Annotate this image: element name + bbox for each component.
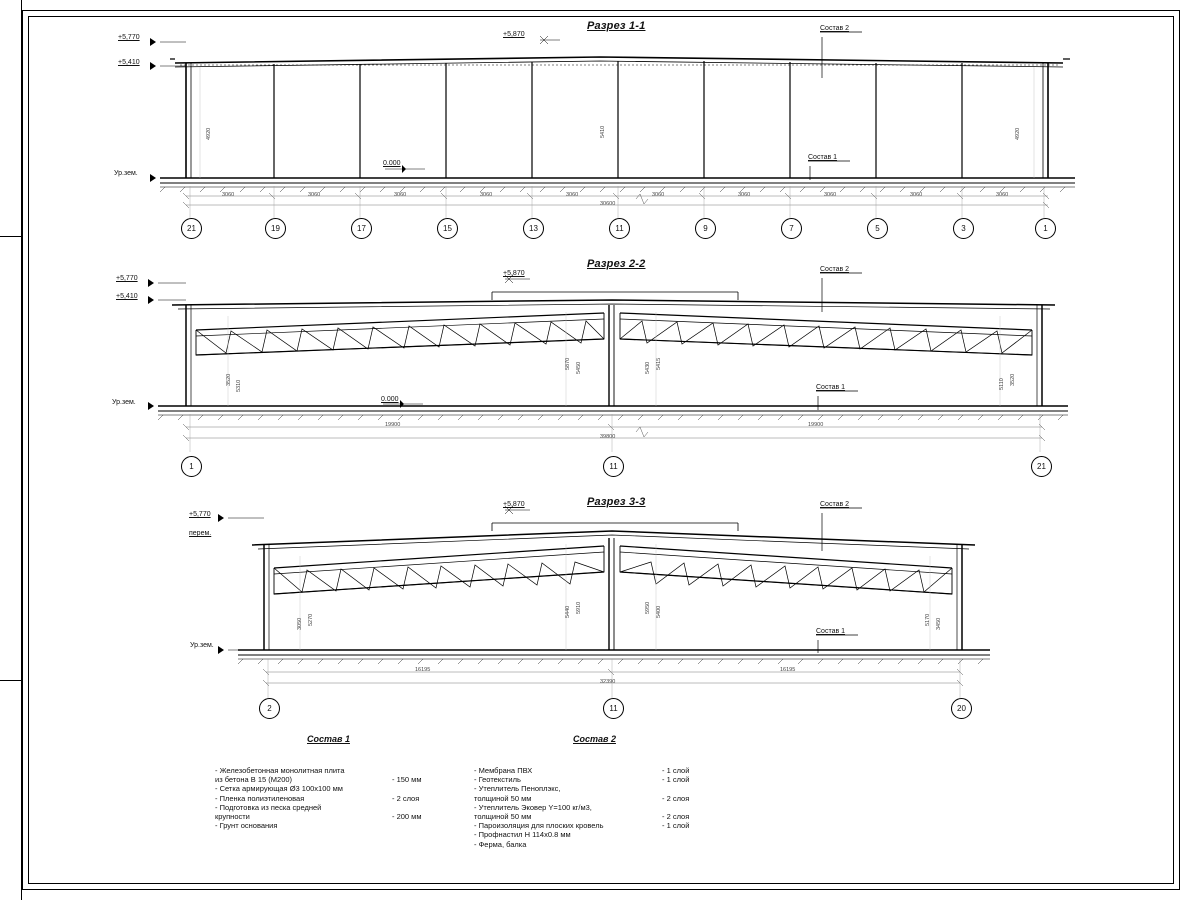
callout-2-2-sostav2: Состав 2: [820, 266, 850, 273]
height-dim-3-3-7: 3450: [936, 617, 942, 630]
span-dim-3-3-1: 16195: [780, 667, 796, 673]
legend-2-row-0: - Мембрана ПВХ: [474, 766, 533, 775]
elev-mark-2-2-a: +5,770: [116, 275, 138, 282]
height-dim-1-1-right: 4920: [1015, 127, 1021, 140]
span-dim-2-2-0: 19900: [385, 422, 401, 428]
height-dim-1-1-mid: 5410: [600, 125, 606, 138]
legend-title-1: Состав 1: [307, 734, 350, 744]
span-dim-1-1-3: 3060: [480, 192, 493, 198]
span-dim-1-1-0: 3060: [222, 192, 235, 198]
legend-1-value-0: [392, 766, 422, 775]
axis-marker-1-1-3[interactable]: 15: [437, 218, 458, 239]
elev-mark-2-2-ground: Ур.зем.: [112, 399, 136, 406]
span-dim-1-1-7: 3060: [824, 192, 837, 198]
span-dim-2-2-1: 19900: [808, 422, 824, 428]
axis-marker-3-3-2[interactable]: 20: [951, 698, 972, 719]
span-dim-1-1-1: 3060: [308, 192, 321, 198]
total-dim-2-2: 39800: [600, 434, 616, 440]
elev-mark-1-1-ground: Ур.зем.: [114, 170, 138, 177]
legend-2-rows: [474, 766, 603, 849]
height-dim-1-1-left: 4920: [206, 127, 212, 140]
legend-2-row-2: - Утеплитель Пеноплэкс,: [474, 784, 561, 794]
legend-2-value-1: - 1 слой: [662, 775, 690, 785]
height-dim-2-2-2: 5870: [565, 357, 571, 370]
height-dim-3-3-1: 5270: [308, 613, 314, 626]
legend-2-row-8: - Ферма, балка: [474, 839, 527, 849]
height-dim-2-2-7: 3520: [1010, 373, 1016, 386]
elev-mark-2-2-b: +5,410: [116, 293, 138, 300]
legend-2-row-6: - Пароизоляция для плоских кровель: [474, 821, 604, 831]
legend-2-row-3: толщиной 50 мм: [474, 793, 532, 803]
legend-1-row-6: - Грунт основания: [215, 821, 278, 831]
legend-1-value-6: [392, 821, 422, 830]
callout-1-1-sostav1: Состав 1: [808, 154, 838, 161]
legend-2-value-7: [662, 830, 689, 839]
height-dim-2-2-0: 3520: [226, 373, 232, 386]
axis-marker-1-1-6[interactable]: 9: [695, 218, 716, 239]
axis-marker-1-1-2[interactable]: 17: [351, 218, 372, 239]
span-dim-1-1-9: 3060: [996, 192, 1009, 198]
axis-marker-1-1-0[interactable]: 21: [181, 218, 202, 239]
height-dim-2-2-1: 5310: [236, 379, 242, 392]
axis-marker-3-3-0[interactable]: 2: [259, 698, 280, 719]
legend-1-row-5: крупности: [215, 812, 250, 822]
legend-2-values: [662, 766, 689, 849]
height-dim-3-3-0: 3050: [297, 617, 303, 630]
legend-2-row-4: - Утеплитель Эковер Y=100 кг/м3,: [474, 802, 592, 812]
legend-1-row-4: - Подготовка из песка средней: [215, 802, 322, 812]
callout-3-3-sostav2: Состав 2: [820, 501, 850, 508]
total-dim-3-3: 32390: [600, 679, 616, 685]
height-dim-2-2-6: 5110: [999, 378, 1005, 390]
legend-2-value-4: [662, 803, 689, 812]
legend-2-value-0: - 1 слой: [662, 766, 690, 775]
axis-marker-1-1-9[interactable]: 3: [953, 218, 974, 239]
height-dim-2-2-5: 5415: [656, 357, 662, 370]
legend-1-value-1: - 150 мм: [392, 775, 422, 785]
height-dim-3-3-2: 5440: [565, 605, 571, 618]
height-dim-3-3-6: 5170: [925, 613, 931, 626]
legend-1-value-5: - 200 мм: [392, 812, 422, 822]
sheet-border-inner: [28, 16, 1174, 884]
legend-title-2: Состав 2: [573, 734, 616, 744]
margin-mark-bottom: [0, 680, 22, 681]
span-dim-1-1-2: 3060: [394, 192, 407, 198]
elev-mark-3-3-a: +5,770: [189, 511, 211, 518]
axis-marker-1-1-4[interactable]: 13: [523, 218, 544, 239]
margin-mark-top: [0, 236, 22, 237]
axis-marker-3-3-1[interactable]: 11: [603, 698, 624, 719]
height-dim-3-3-5: 5400: [656, 605, 662, 618]
callout-2-2-sostav1: Состав 1: [816, 384, 846, 391]
elev-mark-3-3-variable: перем.: [189, 530, 212, 537]
legend-2-row-5: толщиной 50 мм: [474, 812, 532, 822]
total-dim-1-1: 30600: [600, 201, 616, 207]
legend-2-value-6: - 1 слой: [662, 821, 690, 831]
legend-1-row-1: из бетона В 15 (М200): [215, 775, 293, 785]
axis-marker-2-2-2[interactable]: 21: [1031, 456, 1052, 477]
legend-1-value-3: - 2 слоя: [392, 793, 420, 803]
axis-marker-1-1-7[interactable]: 7: [781, 218, 802, 239]
elev-mark-3-3-ground: Ур.зем.: [190, 642, 214, 649]
span-dim-1-1-6: 3060: [738, 192, 751, 198]
height-dim-3-3-3: 5910: [576, 601, 582, 614]
legend-1-values: [392, 766, 422, 830]
legend-1-value-2: [392, 784, 422, 793]
legend-2-value-2: [662, 784, 689, 793]
legend-1-value-4: [392, 803, 422, 812]
axis-marker-1-1-5[interactable]: 11: [609, 218, 630, 239]
elev-mark-2-2-ridge: +5,870: [503, 270, 525, 277]
section-title-3: Разрез 3-3: [587, 496, 646, 508]
legend-1-row-0: - Железобетонная монолитная плита: [215, 766, 345, 775]
elev-mark-1-1-a: +5,770: [118, 34, 140, 41]
elev-mark-1-1-ridge: +5,870: [503, 31, 525, 38]
elev-mark-1-1-zero: 0.000: [383, 160, 401, 167]
elev-mark-2-2-zero: 0.000: [381, 396, 399, 403]
span-dim-1-1-8: 3060: [910, 192, 923, 198]
legend-2-value-3: - 2 слоя: [662, 793, 690, 803]
height-dim-2-2-3: 5450: [576, 361, 582, 374]
axis-marker-2-2-1[interactable]: 11: [603, 456, 624, 477]
callout-1-1-sostav2: Состав 2: [820, 25, 850, 32]
legend-1-row-2: - Сетка армирующая Ø3 100х100 мм: [215, 784, 343, 794]
elev-mark-3-3-ridge: +5,870: [503, 501, 525, 508]
legend-1-rows: [215, 766, 345, 830]
callout-3-3-sostav1: Состав 1: [816, 628, 846, 635]
elev-mark-1-1-b: +5,410: [118, 59, 140, 66]
legend-2-row-7: - Профнастил Н 114х0.8 мм: [474, 830, 571, 840]
axis-marker-1-1-10[interactable]: 1: [1035, 218, 1056, 239]
legend-2-row-1: - Геотекстиль: [474, 775, 521, 785]
legend-2-value-8: [662, 840, 689, 849]
section-title-2: Разрез 2-2: [587, 258, 646, 270]
legend-1-row-3: - Пленка полиэтиленовая: [215, 793, 305, 803]
section-title-1: Разрез 1-1: [587, 20, 646, 32]
axis-marker-2-2-0[interactable]: 1: [181, 456, 202, 477]
sheet-left-margin: [0, 0, 22, 900]
span-dim-1-1-5: 3060: [652, 192, 665, 198]
legend-2-value-5: - 2 слоя: [662, 812, 690, 822]
span-dim-3-3-0: 16195: [415, 667, 431, 673]
height-dim-2-2-4: 5430: [645, 361, 651, 374]
span-dim-1-1-4: 3060: [566, 192, 579, 198]
axis-marker-1-1-1[interactable]: 19: [265, 218, 286, 239]
height-dim-3-3-4: 5950: [645, 601, 651, 614]
axis-marker-1-1-8[interactable]: 5: [867, 218, 888, 239]
